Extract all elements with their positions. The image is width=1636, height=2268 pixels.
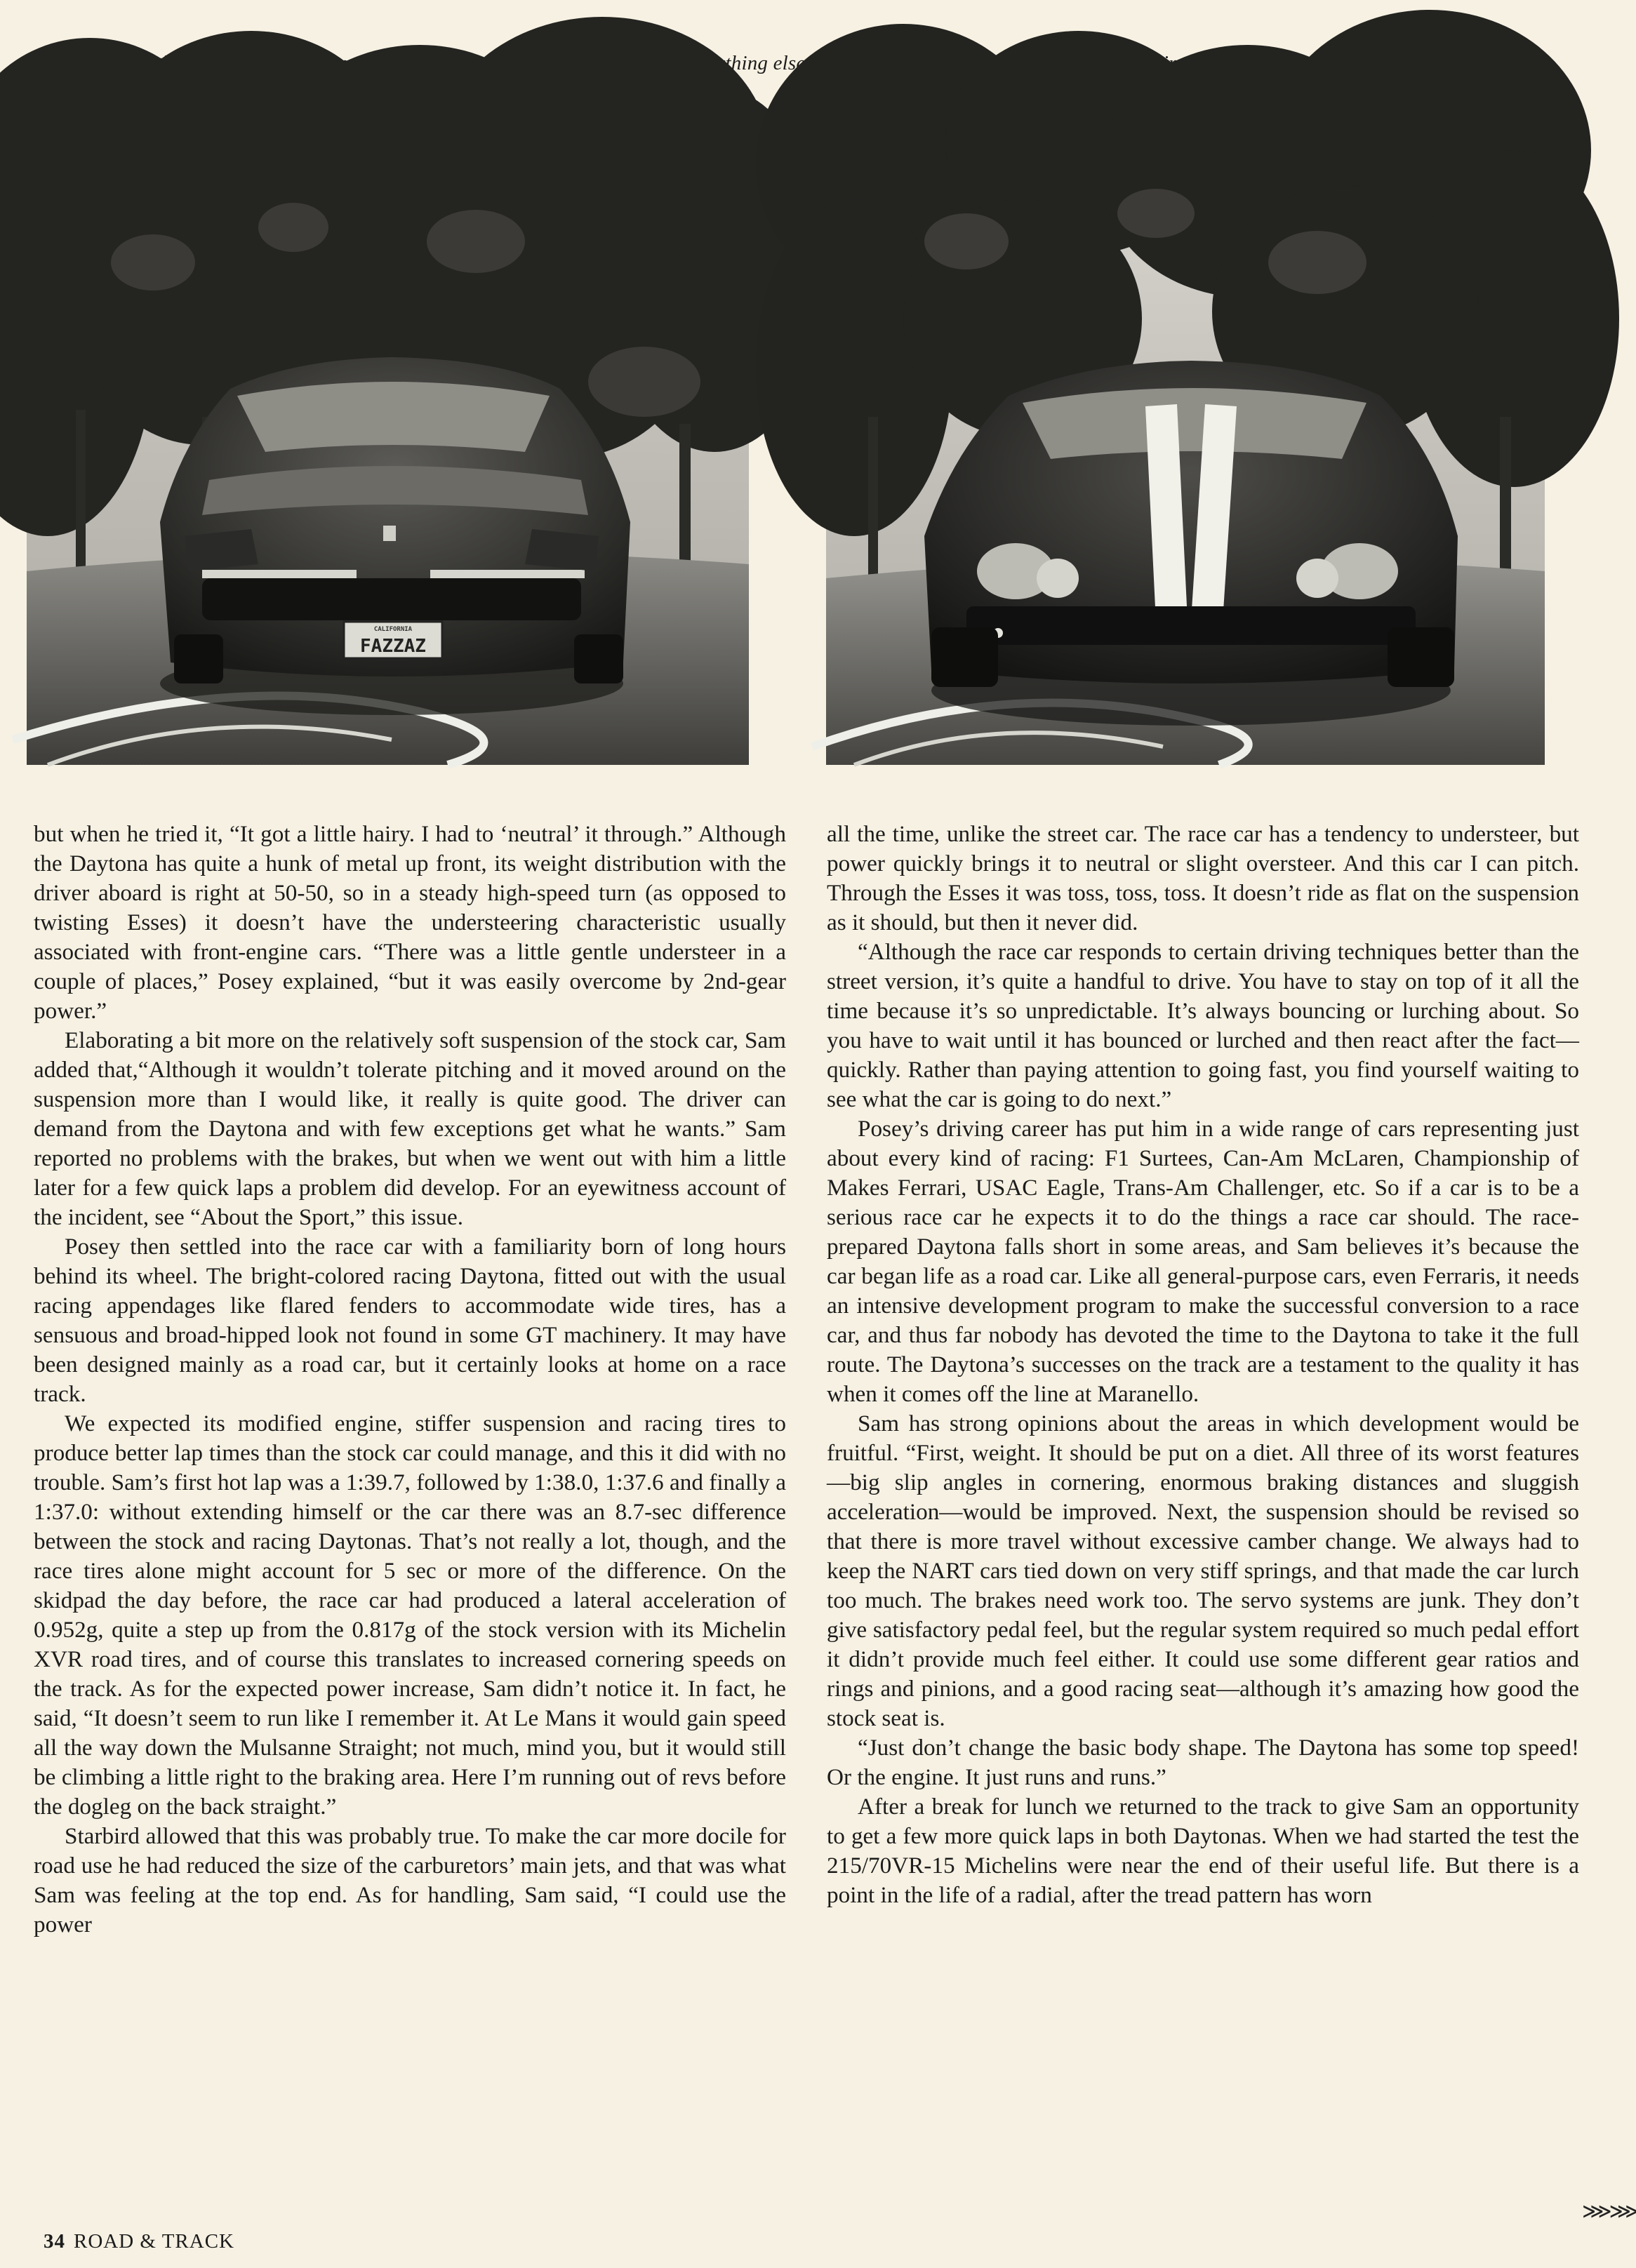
paragraph: Posey’s driving career has put him in a wide range of cars representing just about every kind of racing: F1 Surtees, Can-Am McLaren, Championship of Makes Ferrari, USAC Eagle, Trans-Am Challenger, etc. So if a car is to be a serious race car he expects it to do the things a race car should. The race-prepared Daytona falls short in some areas, and Sam believes it’s because the car began life as a road car. Like all general-purpose cars, even Ferraris, it needs an intensive development program to make the successful conversion to a race car, and thus far nobody has devoted the time to the Daytona to take it the full route. The Daytona’s successes on the track are a testament to the quality it has when it comes off the line at Maranello. — [827, 1116, 1579, 1407]
photo-caption: anything else, — [696, 52, 811, 74]
paragraph: After a break for lunch we returned to the track to give Sam an opportunity to get a few more quick laps in both Daytonas. When we had started the test the 215/70VR-15 Michelins were near the end of their useful life. But there is a point in the life of a radial, after the tread pattern has worn — [827, 1794, 1579, 1908]
race-car-photo-image — [826, 87, 1545, 765]
paragraph: Starbird allowed that this was probably true. To make the car more docile for road use he had reduced the size of the carburetors’ main jets, and that was what Sam was feeling at the top end. As for handling, Sam said, “I could use the power — [34, 1823, 786, 1937]
license-plate: FAZZAZ — [360, 636, 426, 657]
paragraph: Posey then settled into the race car with a familiarity born of long hours behind its wheel. The bright-colored racing Daytona, fitted out with the usual racing appendages like flared fenders to accommodate wide tires, has a sensuous and broad-hipped look not found in some GT machinery. It may have been designed mainly as a road car, but it certainly looks at home on a race track. — [34, 1234, 786, 1407]
race-car-photo — [826, 87, 1545, 765]
paragraph: Elaborating a bit more on the relatively soft suspension of the stock car, Sam added that,“Although it wouldn’t tolerate pitching and it moved around on the suspension more than I would like, it really is quite good. The driver can demand from the Daytona and with few exceptions get what he wants.” Sam reported no problems with the brakes, but when we went out with him a little later for a few quick laps a problem did develop. For an eyewitness account of the incident, see “About the Sport,” this issue. — [34, 1027, 786, 1230]
article-column-left — [34, 820, 786, 1940]
article-column-right — [827, 820, 1579, 1910]
magazine-name: ROAD & TRACK — [74, 2230, 234, 2253]
street-car-photo — [27, 87, 749, 765]
paragraph: We expected its modified engine, stiffer suspension and racing tires to produce better lap times than the stock car could manage, and this it did with no trouble. Sam’s first hot lap was a 1:39.7, followed by 1:38.0, 1:37.6 and finally a 1:37.0: without extending himself or the car there was an 8.7-sec difference between the stock and racing Daytonas. That’s not really a lot, though, and the race tires alone might account for 5 sec or more of the difference. On the skidpad the day before, the race car had produced a lateral acceleration of 0.952g, quite a step up from the 0.817g of the stock version with its Michelin XVR road tires, and of course this translates to increased cornering speeds on the track. As for the expected power increase, Sam didn’t notice it. In fact, he said, “It doesn’t seem to run like I remember it. At Le Mans it would gain speed all the way down the Mulsanne Straight; not much, mind you, but it would still be climbing a little right to the braking area. Here I’m running out of revs before the dogleg on the back straight.” — [34, 1410, 786, 1820]
paragraph: but when he tried it, “It got a little hairy. I had to ‘neutral’ it through.” Although the Daytona has quite a hunk of metal up front, its weight distribution with the driver aboard is right at 50-50, so in a steady high-speed turn (as opposed to twisting Esses) it doesn’t have the understeering characteristic usually associated with front-engine cars. “There was a little gentle understeer in a couple of places,” Posey explained, “but it was easily overcome by 2nd-gear power.” — [34, 821, 786, 1024]
paragraph: “Just don’t change the basic body shape. The Daytona has some top speed! Or the engine. It just runs and runs.” — [827, 1735, 1579, 1790]
continued-arrow-icon: ⋙⋙ — [1582, 2200, 1636, 2223]
paragraph: Sam has strong opinions about the areas in which development would be fruitful. “First, weight. It should be put on a diet. All three of its worst features—big slip angles in cornering, enormous braking distances and sluggish acceleration—would be improved. Next, the suspension should be revised so that there is more travel without excessive camber change. We always had to keep the NART cars tied down on very stiff springs, and that made the car lurch too much. The brakes need work too. The servo systems are junk. They don’t give satisfactory pedal feel, but the regular system required so much pedal effort it didn’t provide much feel either. It could use some different gear ratios and rings and pinions, and a good racing seat—although it’s amazing how good the stock seat is. — [827, 1410, 1579, 1731]
plate-header: CALIFORNIA — [373, 626, 413, 633]
page-number: 34 — [44, 2230, 65, 2253]
street-car-photo-image — [27, 87, 749, 765]
paragraph: “Although the race car responds to certain driving techniques better than the street version, it’s quite a handful to drive. You have to stay on top of it all the time because it’s so unpredictable. It’s always bouncing or lurching about. So you have to wait until it has bounced or lurched and then react after the fact—quickly. Rather than paying attention to going fast, you find yourself waiting to see what the car is going to do next.” — [827, 939, 1579, 1112]
paragraph: all the time, unlike the street car. The race car has a tendency to understeer, but power quickly brings it to neutral or slight oversteer. And this car I can pitch. Through the Esses it was toss, toss, toss. It doesn’t ride as flat on the suspension as it should, but then it never did. — [827, 821, 1579, 935]
page-footer — [44, 2230, 234, 2253]
